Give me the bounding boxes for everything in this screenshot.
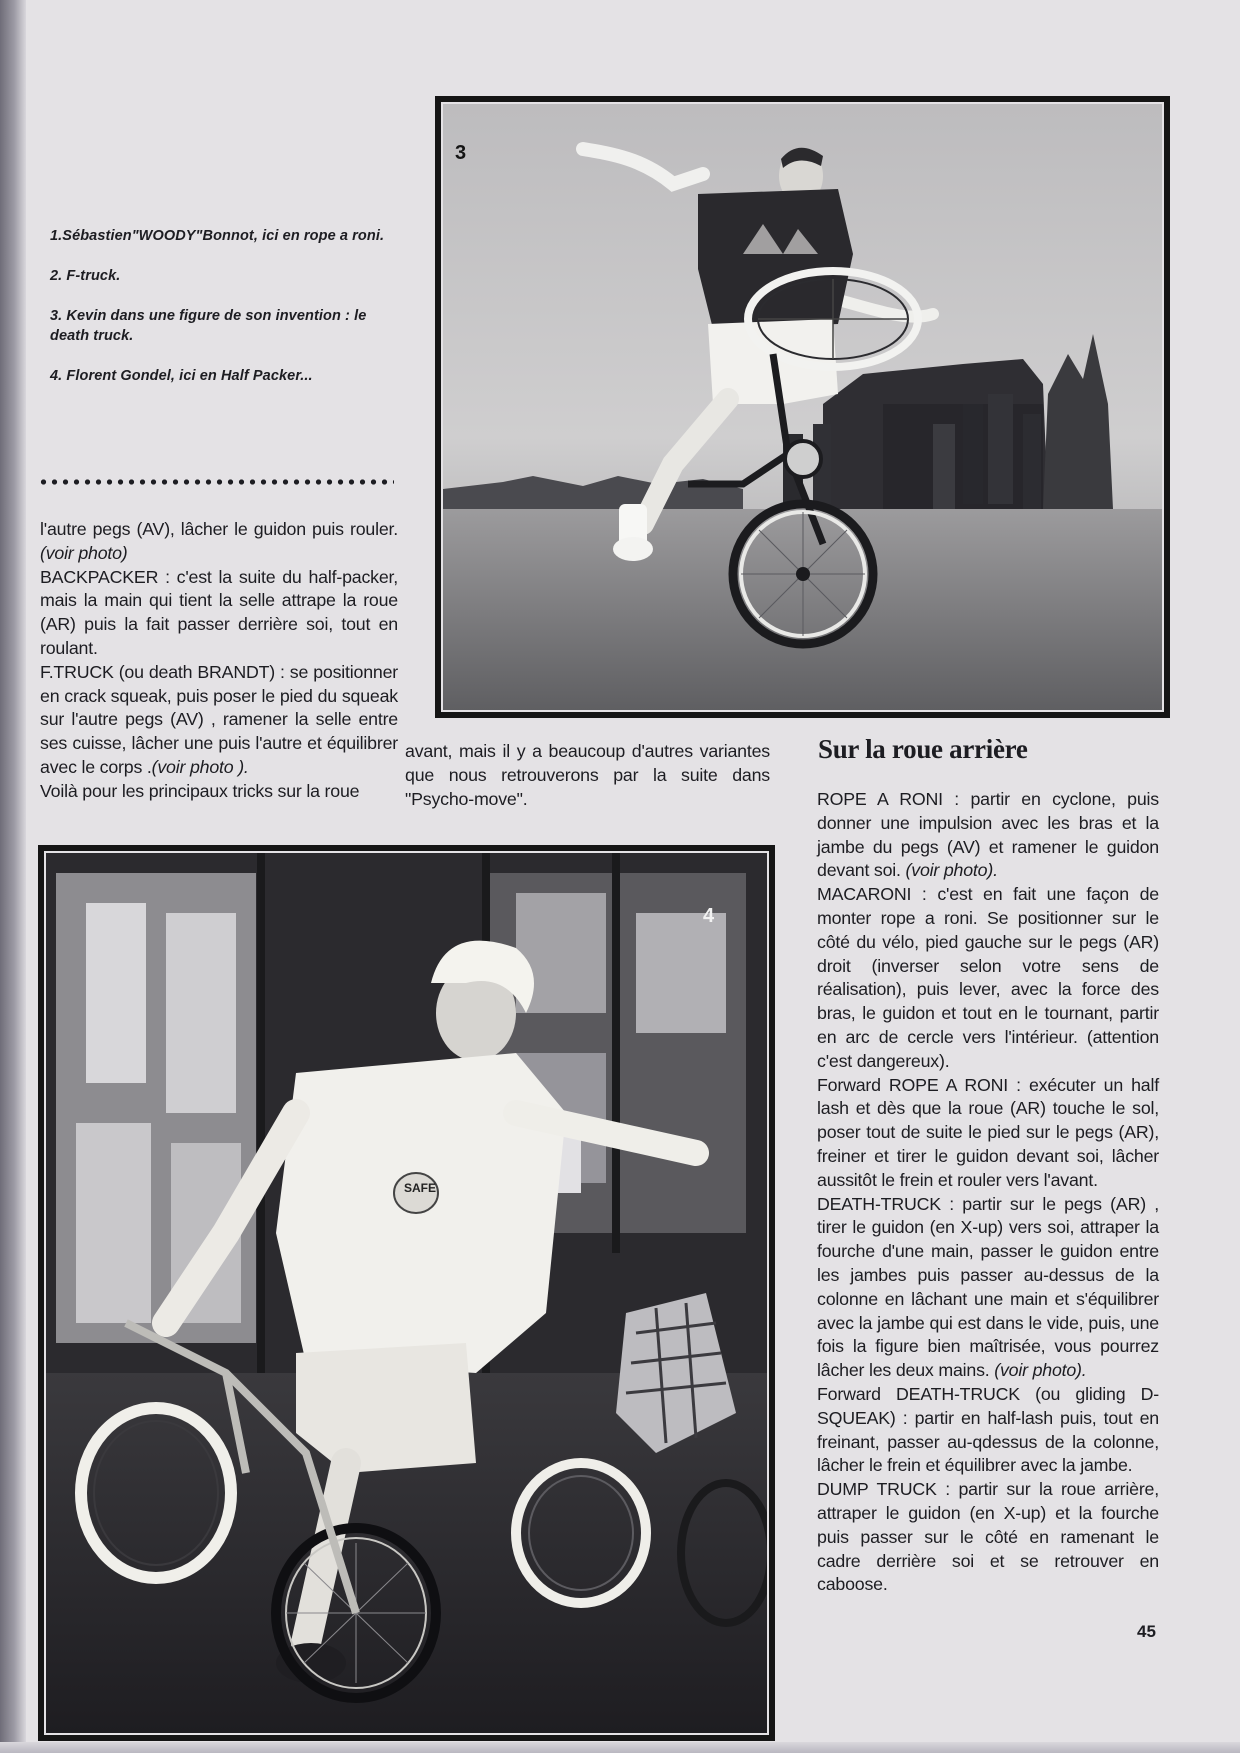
caption-1: 1.Sébastien"WOODY"Bonnot, ici en rope a roni.	[50, 228, 385, 244]
left-paragraph	[40, 566, 398, 661]
right-paragraph-2: MACARONI : c'est en fait une façon de monter rope a roni. Se positionner sur le côté du vélo, pied gauche sur le pegs (AR) droit (inverser selon votre sens de réalisation), puis lever, avec la force des bras, le guidon et tout en le tournant, partir en arc de cercle vers l'intérieur. (attention c'est dangereux).	[817, 884, 1159, 1071]
right-paragraph-1-ref: (voir photo).	[905, 860, 998, 881]
right-paragraph-3: Forward ROPE A RONI : exécuter un half lash et dès que la roue (AR) touche le sol, poser tout de suite le pied sur le pegs (AR), freiner et tirer le guidon devant soi, lâcher aussitôt le frein et rouler vers l'avant.	[817, 1074, 1159, 1190]
right-paragraph	[817, 1478, 1159, 1597]
right-paragraph	[817, 883, 1159, 1073]
right-paragraph	[817, 1074, 1159, 1193]
caption-3: 3. Kevin dans une figure de son invention : le death truck.	[50, 308, 367, 344]
left-paragraph	[40, 780, 398, 804]
dotted-separator	[38, 478, 394, 486]
left-paragraph-1-ref: (voir photo)	[40, 542, 128, 563]
left-paragraph-3-ref: (voir photo ).	[151, 756, 249, 777]
right-paragraph-1: ROPE A RONI : partir en cyclone, puis donner une impulsion avec les bras et la jambe du pegs (AV) et ramener le guidon devant soi.	[817, 789, 1159, 881]
photo-3-frame	[435, 96, 1170, 718]
right-paragraph-6: DUMP TRUCK : partir sur la roue arrière, attraper le guidon (en X-up) et la fourche puis passer sur le côté en ramenant le cadre derrière soi et se retrouver en caboose.	[817, 1479, 1159, 1595]
left-column-text	[40, 518, 398, 804]
left-paragraph-4: Voilà pour les principaux tricks sur la roue	[40, 780, 360, 801]
photo-4-frame	[38, 845, 775, 1741]
photo-4-number: 4	[703, 905, 715, 927]
photo-3-image	[441, 102, 1164, 712]
right-paragraph	[817, 788, 1159, 883]
left-paragraph-2: BACKPACKER : c'est la suite du half-packer, mais la main qui tient la selle attrape la roue (AR) puis la fait passer derrière soi, tout en roulant.	[40, 566, 398, 658]
caption-4: 4. Florent Gondel, ici en Half Packer...	[50, 368, 313, 384]
tshirt-badge: SAFE	[404, 1181, 437, 1195]
photo-3-number: 3	[455, 142, 467, 164]
right-paragraph-5: Forward DEATH-TRUCK (ou gliding D-SQUEAK) : partir en half-lash puis, tout en freinant, passer au-qdessus de la colonne, lâcher le frein et équilibrer avec la jambe.	[817, 1383, 1159, 1476]
binding-shadow	[0, 0, 26, 1753]
bmx-rider-photo-4	[46, 853, 767, 1733]
bmx-rider-photo-3	[443, 104, 1162, 710]
right-paragraph-4: DEATH-TRUCK : partir sur le pegs (AR) , tirer le guidon (en X-up) vers soi, attraper la fourche d'une main, passer le guidon entre les jambes puis passer au-dessus de la colonne en lâchant une main et s'équilibrer avec la jambe qui est dans le vide, puis, une fois la figure bien maîtrisée, vous pourrez lâcher les deux mains.	[817, 1193, 1159, 1381]
left-paragraph-3: F.TRUCK (ou death BRANDT) : se positionner en crack squeak, puis poser le pied du squeak sur l'autre pegs (AV) , ramener la selle entre ses cuisse, lâcher une puis l'autre et équilibrer avec le corps .	[40, 661, 398, 777]
middle-column-text	[405, 740, 770, 811]
right-paragraph-4-ref: (voir photo).	[994, 1360, 1087, 1381]
page-bottom-edge	[0, 1742, 1240, 1753]
page-number: 45	[1137, 1622, 1156, 1641]
middle-paragraph: avant, mais il y a beaucoup d'autres variantes que nous retrouverons par la suite dans "Psycho-move".	[405, 741, 770, 809]
right-paragraph	[817, 1383, 1159, 1478]
left-paragraph	[40, 661, 398, 780]
section-title: Sur la roue arrière	[818, 734, 1028, 764]
left-paragraph	[40, 518, 398, 566]
right-paragraph	[817, 1193, 1159, 1383]
photo-captions	[50, 226, 395, 406]
right-column-text	[817, 788, 1159, 1597]
left-paragraph-1: l'autre pegs (AV), lâcher le guidon puis rouler.	[40, 519, 398, 539]
photo-4-image	[44, 851, 769, 1735]
caption-2: 2. F-truck.	[50, 268, 121, 284]
